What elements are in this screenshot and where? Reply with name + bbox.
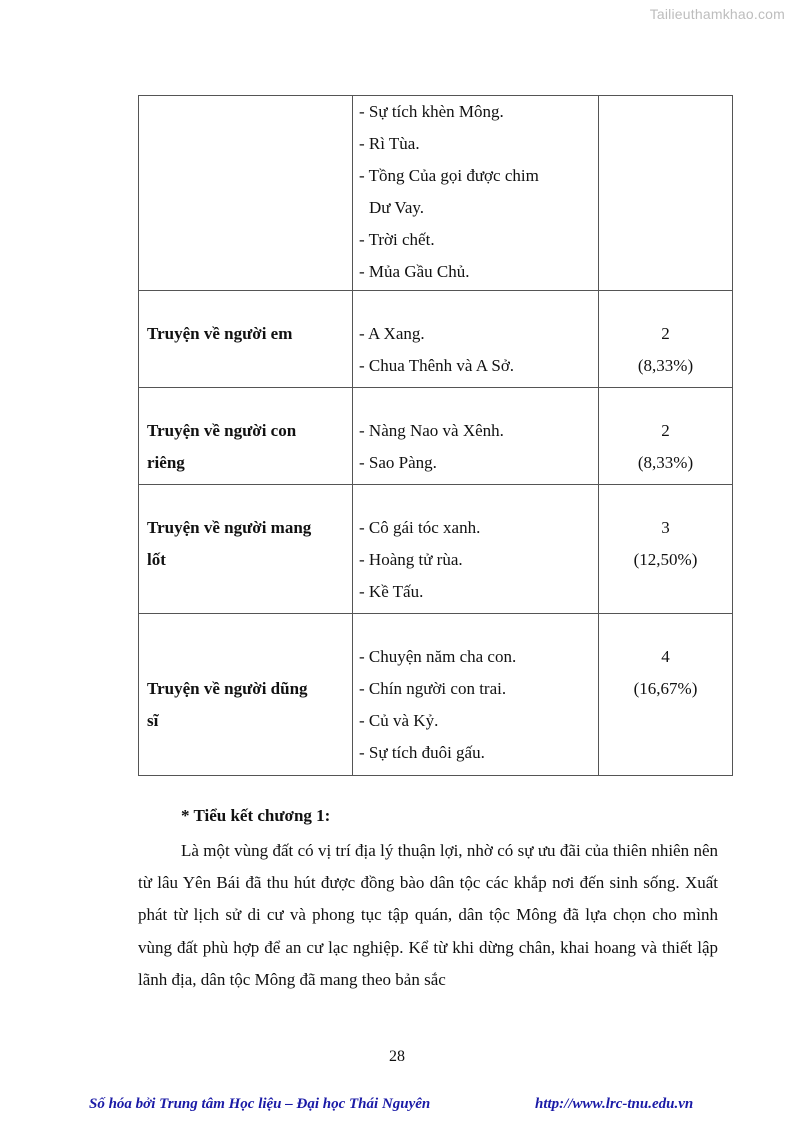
table-row [139, 485, 733, 614]
story-item: - Nàng Nao và Xênh. [359, 421, 504, 440]
category-label: lốt [147, 550, 166, 569]
story-item: - Hoàng tử rùa. [359, 550, 463, 569]
count-value: 2 [661, 421, 670, 440]
category-cell [139, 485, 353, 614]
percent-value: (16,67%) [633, 679, 698, 698]
folktale-classification-table [138, 95, 733, 776]
page-number: 28 [389, 1048, 405, 1065]
stories-cell [353, 96, 599, 291]
count-cell [599, 614, 733, 776]
category-label: Truyện về người dũng [147, 679, 308, 698]
stories-cell [353, 291, 599, 388]
story-item: - Trời chết. [359, 230, 435, 249]
story-item: - Chuyện năm cha con. [359, 647, 517, 666]
footer-credit: Số hóa bởi Trung tâm Học liệu – Đại học Thái Nguyên [89, 1096, 431, 1112]
percent-value: (12,50%) [633, 550, 698, 569]
table-row [139, 291, 733, 388]
story-item: - A Xang. [359, 324, 425, 343]
story-item: - Sao Pàng. [359, 453, 437, 472]
percent-value: (8,33%) [637, 356, 694, 375]
count-value: 4 [661, 647, 670, 666]
table-row [139, 96, 733, 291]
story-item: - Rì Tùa. [359, 134, 420, 153]
story-item: - Sự tích khèn Mông. [359, 102, 504, 121]
category-cell [139, 291, 353, 388]
story-item: - Chua Thênh và A Sở. [359, 356, 515, 375]
category-label: Truyện về người em [147, 324, 293, 343]
story-item: Dư Vay. [369, 198, 425, 217]
story-item: - Củ và Kỷ. [359, 711, 439, 730]
story-item: - Kề Tấu. [359, 582, 424, 601]
footer-url-link[interactable]: http://www.lrc-tnu.edu.vn [535, 1096, 694, 1112]
category-label: Truyện về người con [147, 421, 297, 440]
section-title: * Tiểu kết chương 1: [181, 806, 331, 825]
count-cell [599, 485, 733, 614]
story-item: - Cô gái tóc xanh. [359, 518, 481, 537]
category-label: riêng [147, 453, 185, 472]
table-row [139, 388, 733, 485]
story-item: - Mủa Gầu Chủ. [359, 262, 470, 281]
stories-cell [353, 388, 599, 485]
stories-cell [353, 485, 599, 614]
story-item: - Tồng Của gọi được chim [359, 166, 539, 185]
watermark-text: Tailieuthamkhao.com [649, 6, 785, 22]
category-cell [139, 614, 353, 776]
story-item: - Sự tích đuôi gấu. [359, 743, 485, 762]
stories-cell [353, 614, 599, 776]
body-paragraph: Là một vùng đất có vị trí địa lý thuận lợi, nhờ có sự ưu đãi của thiên nhiên nên từ lâu Yên Bái đã thu hút được đồng bào dân tộc các khắp nơi đến sinh sống. Xuất phát từ lịch sử di cư và phong tục tập quán, dân tộc Mông đã lựa chọn cho mình vùng đất phù hợp để an cư lạc nghiệp. Kể từ khi dừng chân, khai hoang và thiết lập lãnh địa, dân tộc Mông đã mang theo bản sắc [138, 841, 718, 989]
category-cell [139, 96, 353, 291]
category-cell [139, 388, 353, 485]
count-value: 3 [661, 518, 670, 537]
table-row [139, 614, 733, 776]
percent-value: (8,33%) [637, 453, 694, 472]
count-value: 2 [661, 324, 670, 343]
count-cell [599, 96, 733, 291]
category-label: Truyện về người mang [147, 518, 312, 537]
category-label: sĩ [147, 711, 159, 730]
count-cell [599, 388, 733, 485]
count-cell [599, 291, 733, 388]
story-item: - Chín người con trai. [359, 679, 507, 698]
